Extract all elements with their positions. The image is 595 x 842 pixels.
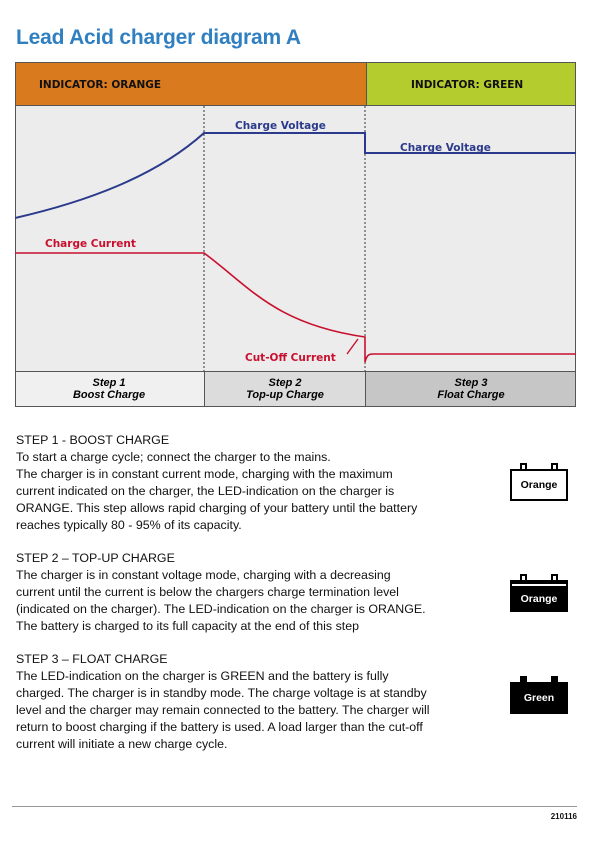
step2-description: [16, 550, 496, 635]
indicator-orange-label: INDICATOR: ORANGE: [39, 79, 162, 91]
step1-number: Step 1: [92, 377, 126, 389]
footer-divider: [12, 806, 577, 807]
step2-name: Top-up Charge: [246, 389, 324, 401]
step2-number: Step 2: [268, 377, 302, 389]
battery-orange-icon: [510, 463, 568, 501]
battery-label: Orange: [520, 593, 558, 605]
document-code: 210116: [550, 812, 577, 821]
current-label: Charge Current: [45, 238, 136, 250]
step3-name: Float Charge: [437, 389, 505, 401]
charger-diagram: [15, 62, 577, 408]
cut-off-current-label: Cut-Off Current: [245, 352, 336, 364]
step2-heading: STEP 2 – TOP-UP CHARGE: [16, 551, 175, 565]
step1-heading: STEP 1 - BOOST CHARGE: [16, 433, 170, 447]
battery-orange-filled-icon: [510, 574, 568, 612]
step3-description: [16, 651, 496, 753]
step1-body: To start a charge cycle; connect the charger to the mains. The charger is in constant current mode, charging with the maximum current indicated on the charger, the LED-indication on the charger is ORANGE. This step allows rapid charging of your battery until the battery reaches typically 80 - 95% of its capacity.: [16, 450, 418, 532]
battery-green-icon: [510, 676, 568, 714]
step1-description: [16, 432, 496, 534]
step2-body: The charger is in constant voltage mode, charging with a decreasing current until the current is below the chargers charge termination level (indicated on the charger). The LED-indication on the charger is ORANGE. The battery is charged to its full capacity at the end of this step: [16, 568, 426, 633]
step1-name: Boost Charge: [72, 389, 146, 401]
step3-number: Step 3: [454, 377, 488, 389]
battery-label: Orange: [520, 479, 558, 491]
voltage-label-1: Charge Voltage: [235, 120, 326, 132]
step3-heading: STEP 3 – FLOAT CHARGE: [16, 652, 168, 666]
battery-label: Green: [523, 692, 555, 704]
indicator-green-label: INDICATOR: GREEN: [411, 79, 524, 91]
voltage-label-2: Charge Voltage: [400, 142, 491, 154]
step3-body: The LED-indication on the charger is GREEN and the battery is fully charged. The charger is in standby mode. The charge voltage is at standby level and the charger may remain connected to the battery. The charger will return to boost charging if the battery is used. A load larger than the cut-off current will initiate a new charge cycle.: [16, 669, 430, 751]
page-title: Lead Acid charger diagram A: [16, 26, 301, 49]
